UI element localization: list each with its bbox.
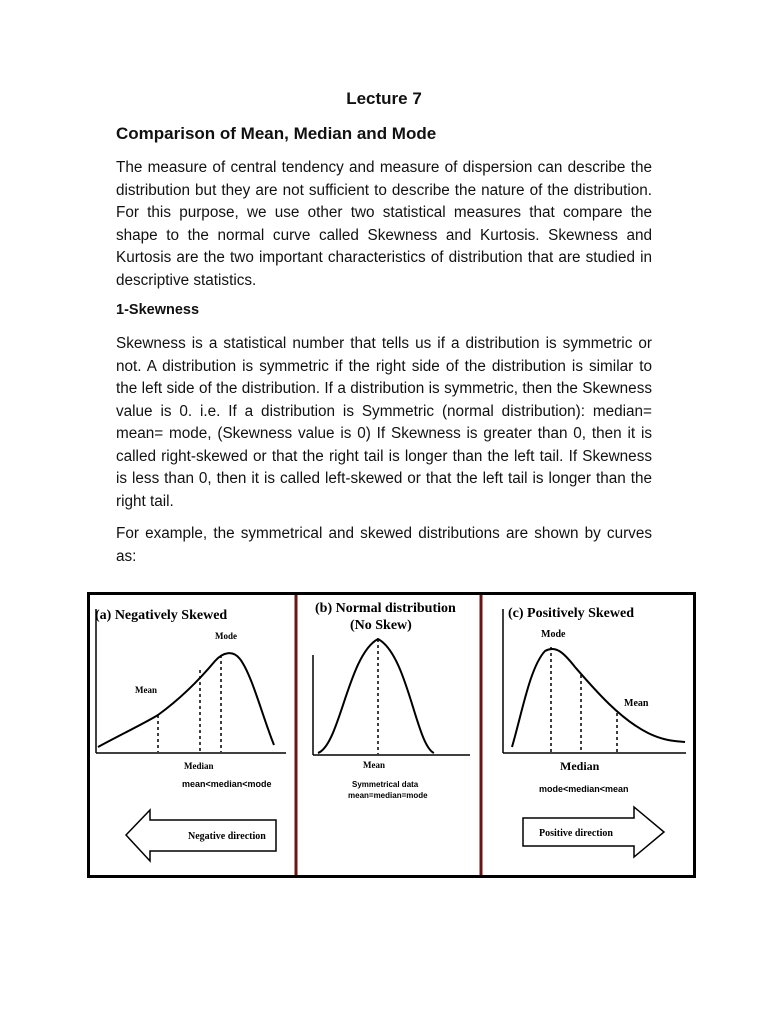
panel-normal-distribution — [313, 601, 470, 800]
panel-a-mode-label: Mode — [215, 631, 237, 641]
panel-c-relation: mode<median<mean — [539, 784, 629, 794]
panel-c-mode-label: Mode — [541, 629, 566, 640]
intro-paragraph: The measure of central tendency and measure of dispersion can describe the distribution but they are not sufficient to describe the nature of the distribution. For this purpose, we use other two statistical measures that compare the shape to the normal curve called Skewness and Kurtosis. Skewness and Kurtosis are the two important characteristics of distribution that are studied in descriptive statistics. — [116, 159, 652, 289]
panel-a-relation: mean<median<mode — [182, 779, 272, 789]
panel-b-mean-label: Mean — [363, 760, 385, 770]
panel-c-title: (c) Positively Skewed — [508, 606, 634, 621]
positive-direction-label: Positive direction — [539, 828, 613, 839]
panel-b-title-line1: (b) Normal distribution — [315, 601, 456, 616]
panel-b-curve — [318, 639, 434, 753]
skewness-paragraph: Skewness is a statistical number that tells us if a distribution is symmetric or not. A distribution is symmetric if the right side of the distribution is similar to the left side of the distribution. If a distribution is symmetric, then the Skewness value is 0. i.e. If a distribution is Symmetric (normal distribution): median= mean= mode, (Skewness value is 0) If Skewness is greater than 0, then it is called right-skewed or that the right tail is longer than the left tail. If Skewness is less than 0, then it is called left-skewed or that the left tail is longer than the right tail. — [116, 335, 652, 510]
panel-a-curve — [98, 653, 274, 747]
panel-c-median-label: Median — [560, 759, 600, 773]
skewness-diagram — [90, 595, 693, 875]
panel-a-title: (a) Negatively Skewed — [95, 608, 228, 623]
panel-a-median-label: Median — [184, 761, 214, 771]
panel-c-mean-label: Mean — [624, 698, 649, 709]
panel-b-caption-line1: Symmetrical data — [352, 780, 419, 789]
panel-b-title-line2: (No Skew) — [350, 618, 412, 633]
example-paragraph: For example, the symmetrical and skewed distributions are shown by curves as: — [116, 525, 652, 565]
section-title: Comparison of Mean, Median and Mode — [116, 124, 437, 143]
panel-positively-skewed — [503, 606, 686, 857]
panel-a-mean-label: Mean — [135, 685, 157, 695]
panel-negatively-skewed — [95, 608, 286, 861]
negative-direction-label: Negative direction — [188, 831, 266, 842]
skewness-subheading: 1-Skewness — [116, 302, 200, 318]
panel-b-caption-line2: mean=median=mode — [348, 791, 428, 800]
panel-c-curve — [512, 649, 685, 747]
lecture-title: Lecture 7 — [346, 89, 422, 108]
skewness-figure — [87, 592, 696, 878]
